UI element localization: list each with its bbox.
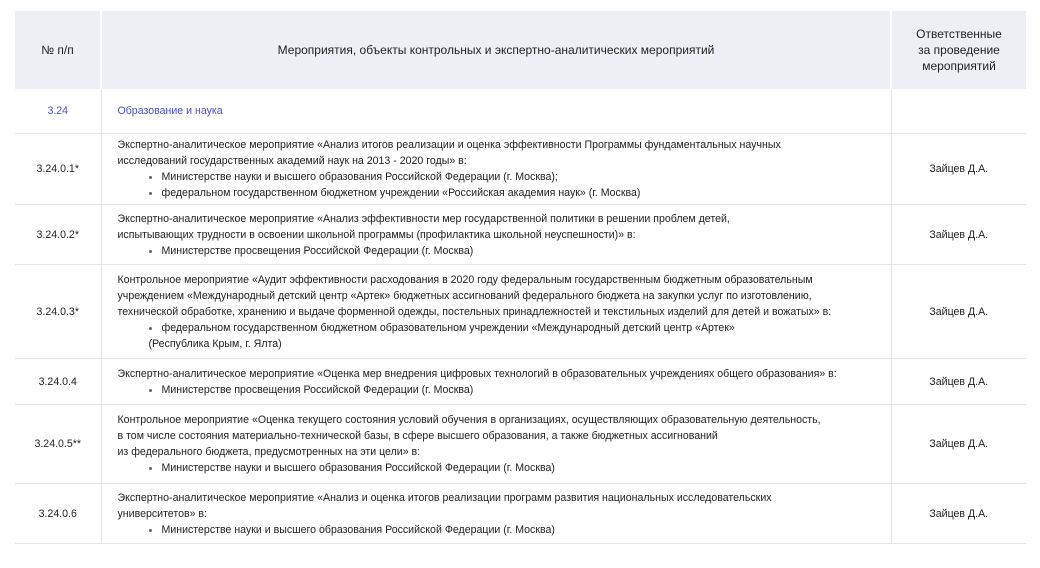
table-row [15, 205, 1026, 265]
header-responsible-line: Ответственные [916, 27, 1002, 41]
row-responsible: Зайцев Д.А. [891, 484, 1026, 544]
bullet-list [118, 460, 877, 476]
row-num: 3.24.0.5** [15, 405, 101, 484]
bullet-item: Министерстве науки и высшего образования Российской Федерации (г. Москва) [149, 522, 877, 538]
header-event: Мероприятия, объекты контрольных и экспертно-аналитических мероприятий [101, 11, 891, 89]
section-row [15, 89, 1026, 134]
table-row [15, 484, 1026, 544]
description-line: из федерального бюджета, предусмотренных на эти цели» в: [117, 446, 421, 458]
bullet-list [118, 382, 877, 398]
description-line: Экспертно-аналитическое мероприятие «Анализ итогов реализации и оценка эффективности Программы фундаментальных научных [117, 139, 781, 151]
row-description [101, 484, 891, 544]
table-row [15, 134, 1026, 205]
description-line: университетов» в: [117, 507, 208, 520]
row-responsible: Зайцев Д.А. [891, 265, 1026, 359]
row-responsible: Зайцев Д.А. [891, 359, 1026, 405]
row-responsible: Зайцев Д.А. [891, 405, 1026, 484]
section-num: 3.24 [15, 89, 101, 134]
description-line: учреждением «Международный детский центр «Артек» бюджетных ассигнований федерального бюджета на закупки услуг по изготовлению, [117, 289, 812, 302]
table-row [15, 359, 1026, 405]
header-responsible-line: за проведение [918, 43, 1000, 57]
description-line: испытывающих трудности в освоении школьной программы (профилактика школьной неуспешности)» в: [117, 228, 636, 241]
bullet-list [118, 243, 877, 259]
row-num: 3.24.0.3* [15, 265, 101, 359]
row-description [101, 265, 891, 359]
bullet-item: Министерстве просвещения Российской Федерации (г. Москва) [149, 382, 877, 398]
bullet-item: федеральном государственном бюджетном учреждении «Российская академия наук» (г. Москва) [149, 185, 877, 201]
section-responsible [891, 89, 1026, 134]
bullet-item: Министерстве просвещения Российской Федерации (г. Москва) [149, 243, 877, 259]
table-header [15, 11, 1026, 89]
row-num: 3.24.0.2* [15, 205, 101, 265]
row-num: 3.24.0.1* [15, 134, 101, 205]
description-line: исследований государственных академий наук на 2013 - 2020 годы» в: [117, 155, 467, 167]
description-line: Контрольное мероприятие «Оценка текущего состояния условий обучения в организациях, осуществляющих образовательную деятельность, [117, 414, 821, 426]
description-line: Контрольное мероприятие «Аудит эффективности расходования в 2020 году федеральным государственным бюджетным образовательным [117, 273, 813, 286]
header-responsible [891, 11, 1026, 89]
bullet-continuation: (Республика Крым, г. Ялта) [148, 337, 282, 350]
table-row [15, 405, 1026, 484]
section-title: Образование и наука [101, 89, 891, 134]
bullet-item: Министерстве науки и высшего образования Российской Федерации (г. Москва); [149, 169, 877, 185]
bullet-list [118, 522, 877, 538]
description-line: Экспертно-аналитическое мероприятие «Анализ и оценка итогов реализации программ развития национальных исследовательских [117, 491, 772, 504]
row-num: 3.24.0.6 [15, 484, 101, 544]
row-num: 3.24.0.4 [15, 359, 101, 405]
bullet-item: федеральном государственном бюджетном образовательном учреждении «Международный детский центр «Артек» [149, 320, 877, 336]
bullet-list [118, 320, 877, 336]
table-row [15, 265, 1026, 359]
header-responsible-line: мероприятий [922, 59, 996, 73]
row-description [101, 359, 891, 405]
description-line: технической обработке, хранению и выдаче форменной одежды, постельных принадлежностей и текстильных изделий для детей и вожатых» в: [117, 305, 832, 318]
description-line: Экспертно-аналитическое мероприятие «Оценка мер внедрения цифровых технологий в образовательных учреждениях общего образования» в: [117, 367, 837, 380]
plan-table-container [15, 11, 1026, 544]
bullet-list [118, 169, 877, 201]
row-description [101, 134, 891, 205]
description-line: в том числе состояния материально-технической базы, в сфере высшего образования, а также бюджетных ассигнований [117, 430, 718, 442]
description-line: Экспертно-аналитическое мероприятие «Анализ эффективности мер государственной политики в решении проблем детей, [117, 212, 730, 225]
row-responsible: Зайцев Д.А. [891, 134, 1026, 205]
row-description [101, 205, 891, 265]
header-num: № п/п [15, 11, 101, 89]
bullet-item: Министерстве науки и высшего образования Российской Федерации (г. Москва) [149, 460, 877, 476]
row-responsible: Зайцев Д.А. [891, 205, 1026, 265]
row-description [101, 405, 891, 484]
plan-table [15, 11, 1026, 544]
